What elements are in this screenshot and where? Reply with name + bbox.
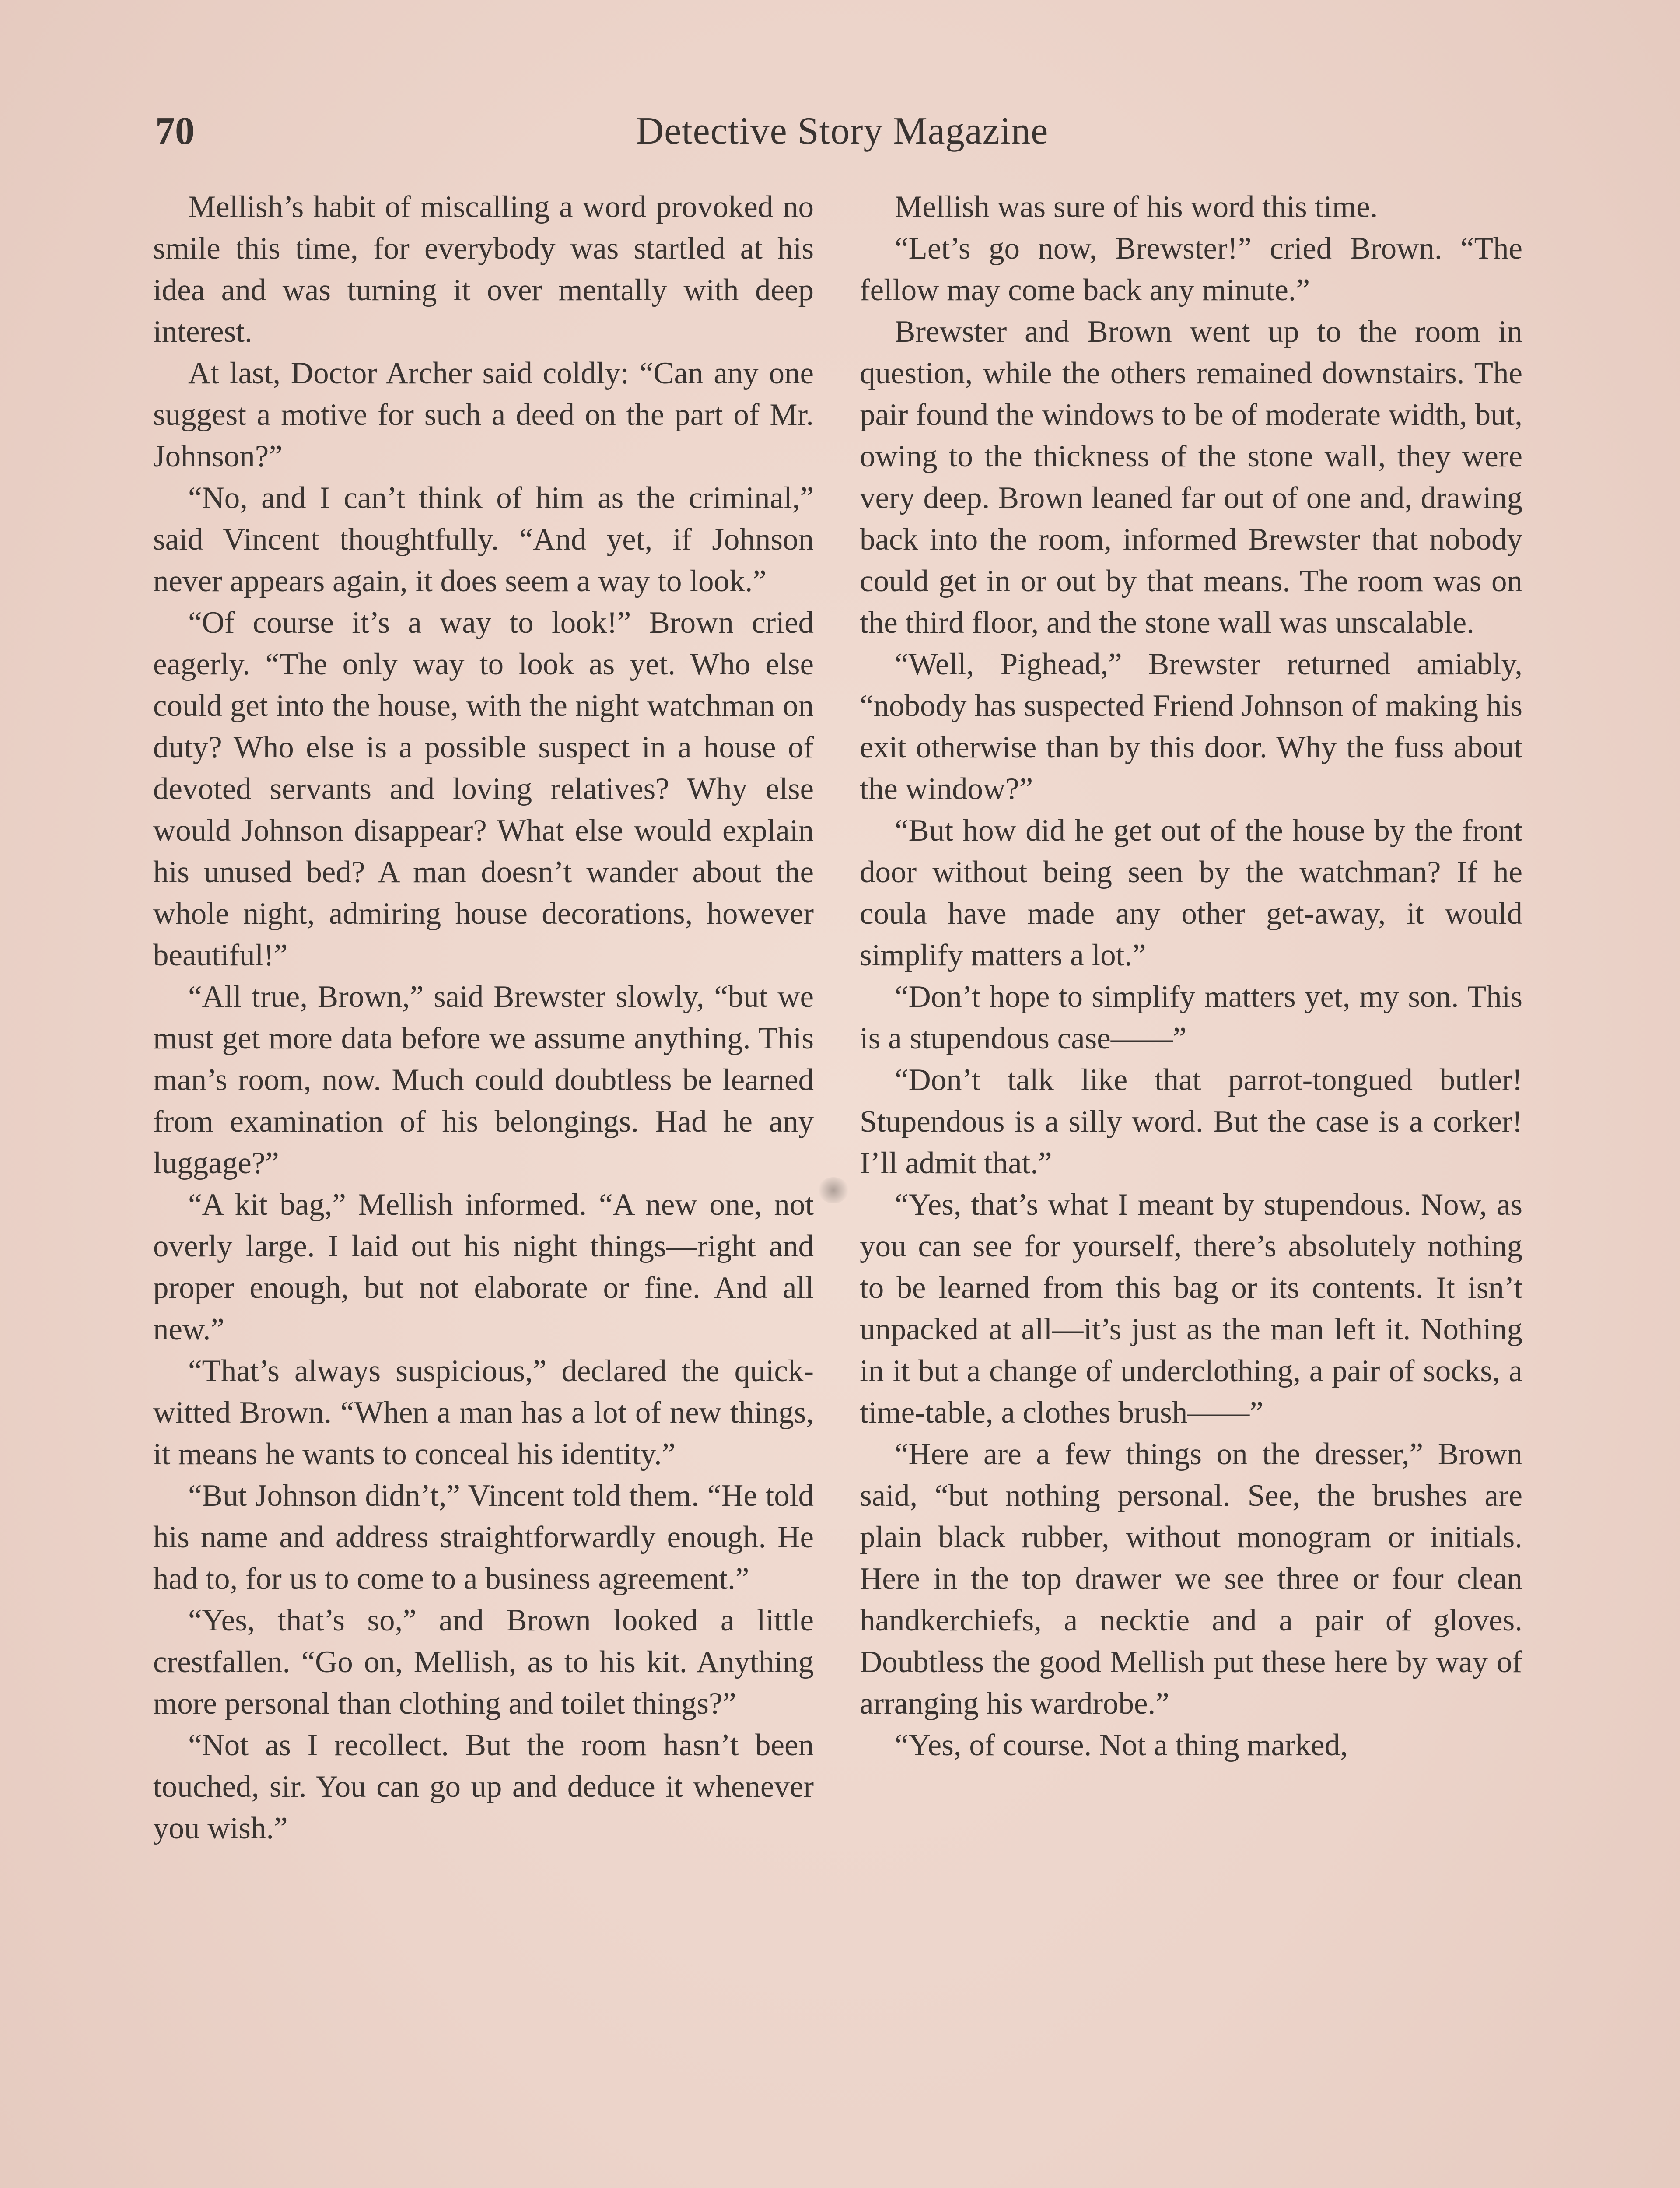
paragraph: At last, Doctor Archer said coldly: “Can any one suggest a motive for such a deed on the part of Mr. Johnson?” xyxy=(153,356,814,473)
paragraph: Mellish was sure of his word this time. xyxy=(895,190,1378,224)
paragraph: “Yes, that’s so,” and Brown looked a little crestfallen. “Go on, Mellish, as to his kit. Anything more personal than clothing and toilet things?” xyxy=(153,1603,814,1721)
magazine-title: Detective Story Magazine xyxy=(636,110,1049,152)
paragraph: “Don’t talk like that parrot-tongued butler! Stupendous is a silly word. But the case is a corker! I’ll admit that.” xyxy=(860,1063,1522,1180)
paragraph: “Let’s go now, Brewster!” cried Brown. “The fellow may come back any minute.” xyxy=(860,231,1522,307)
paragraph: “Well, Pighead,” Brewster returned amiably, “nobody has suspected Friend Johnson of making his exit otherwise than by this door. Why the fuss about the window?” xyxy=(860,647,1522,806)
paragraph: “Of course it’s a way to look!” Brown cried eagerly. “The only way to look as yet. Who else could get into the house, with the night watchman on duty? Who else is a possible suspect in a house of devoted servants and loving relatives? Why else would Johnson disappear? What else would explain his unused bed? A man doesn’t wander about the whole night, admiring house decorations, however beautiful!” xyxy=(153,606,814,972)
paragraph: “A kit bag,” Mellish informed. “A new one, not overly large. I laid out his night things—right and proper enough, but not elaborate or fine. And all new.” xyxy=(153,1188,814,1346)
paragraph: “Yes, of course. Not a thing marked, xyxy=(895,1728,1348,1762)
left-column xyxy=(153,186,814,1849)
paragraph: “Don’t hope to simplify matters yet, my son. This is a stupendous case——” xyxy=(860,980,1522,1055)
paragraph: Brewster and Brown went up to the room in question, while the others remained downstairs. The pair found the windows to be of moderate width, but, owing to the thickness of the stone wall, they were very deep. Brown leaned far out of one and, drawing back into the room, informed Brewster that nobody could get in or out by that means. The room was on the third floor, and the stone wall was unscalable. xyxy=(860,315,1522,640)
paragraph: “Not as I recollect. But the room hasn’t been touched, sir. You can go up and deduce it whenever you wish.” xyxy=(153,1728,814,1845)
paragraph: “That’s always suspicious,” declared the quick-witted Brown. “When a man has a lot of new things, it means he wants to conceal his identity.” xyxy=(153,1354,814,1471)
page-header xyxy=(155,101,1529,162)
ink-smudge xyxy=(818,1177,849,1203)
page-number: 70 xyxy=(155,109,195,153)
paragraph: “But how did he get out of the house by the front door without being seen by the watchman? If he coula have made any other get-away, it would simplify matters a lot.” xyxy=(860,813,1522,972)
paragraph: “No, and I can’t think of him as the criminal,” said Vincent thoughtfully. “And yet, if Johnson never appears again, it does seem a way to look.” xyxy=(153,481,814,598)
paragraph: “Here are a few things on the dresser,” Brown said, “but nothing personal. See, the brushes are plain black rubber, without monogram or initials. Here in the top drawer we see three or four clean handkerchiefs, a necktie and a pair of gloves. Doubtless the good Mellish put these here by way of arranging his wardrobe.” xyxy=(860,1437,1522,1721)
paragraph: “But Johnson didn’t,” Vincent told them. “He told his name and address straightforwardly enough. He had to, for us to come to a business agreement.” xyxy=(153,1479,814,1596)
paragraph: “All true, Brown,” said Brewster slowly, “but we must get more data before we assume anything. This man’s room, now. Much could doubtless be learned from examination of his belongings. Had he any luggage?” xyxy=(153,980,814,1180)
right-column xyxy=(860,186,1522,1766)
paragraph: Mellish’s habit of miscalling a word provoked no smile this time, for everybody was startled at his idea and was turning it over mentally with deep interest. xyxy=(153,190,814,349)
paragraph: “Yes, that’s what I meant by stupendous. Now, as you can see for yourself, there’s absolutely nothing to be learned from this bag or its contents. It isn’t unpacked at all—it’s just as the man left it. Nothing in it but a change of underclothing, a pair of socks, a time-table, a clothes brush——” xyxy=(860,1188,1522,1430)
